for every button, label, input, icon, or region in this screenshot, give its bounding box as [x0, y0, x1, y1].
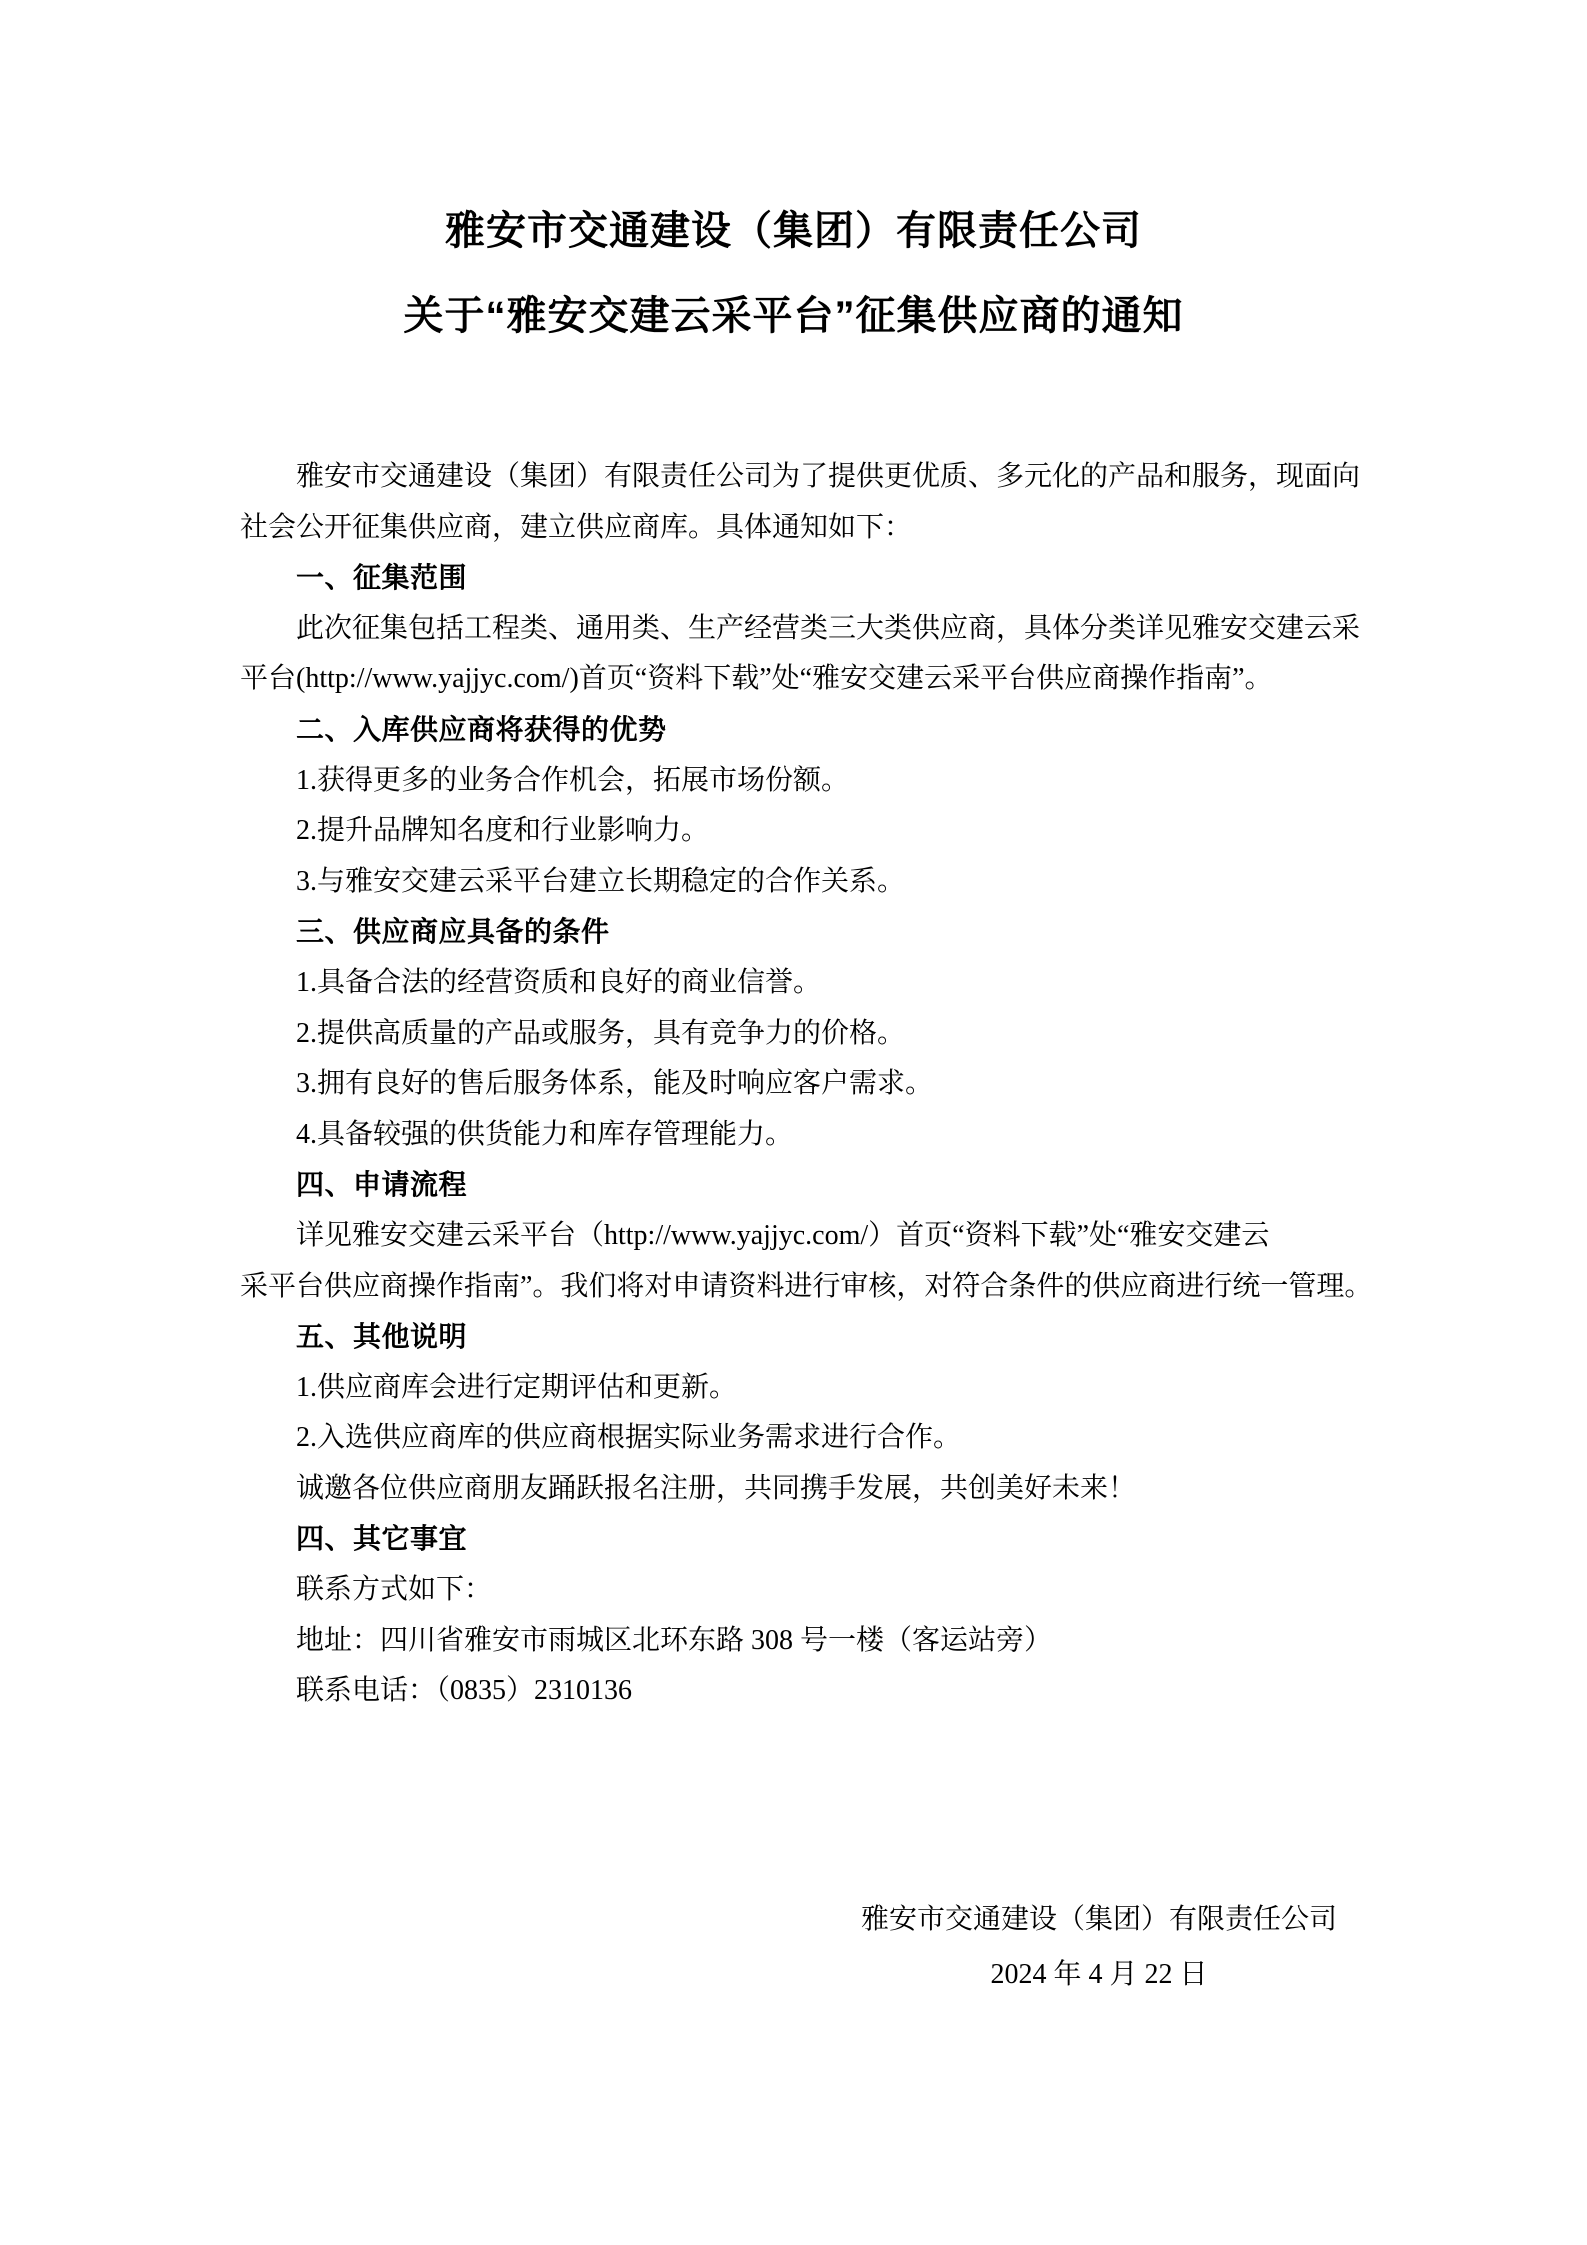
phone-line: 联系电话：（0835）2310136: [296, 1675, 633, 1707]
list-item: 2.提升品牌知名度和行业影响力。: [296, 815, 710, 847]
signature-date: 2024 年 4 月 22 日: [990, 1959, 1208, 1990]
list-item: 3.拥有良好的售后服务体系，能及时响应客户需求。: [296, 1068, 934, 1100]
body-line: 雅安市交通建设（集团）有限责任公司为了提供更优质、多元化的产品和服务，现面向: [296, 461, 1361, 492]
section-heading-6: 四、其它事宜: [296, 1523, 468, 1555]
list-item: 2.入选供应商库的供应商根据实际业务需求进行合作。: [296, 1422, 962, 1454]
document-body: [240, 452, 1373, 1717]
list-item: 1.获得更多的业务合作机会，拓展市场份额。: [296, 764, 850, 796]
document-title-subject: 关于“雅安交建云采平台”征集供应商的通知: [403, 294, 1184, 338]
body-line: 诚邀各位供应商朋友踊跃报名注册，共同携手发展，共创美好未来！: [296, 1472, 1137, 1504]
body-line: 社会公开征集供应商，建立供应商库。具体通知如下：: [240, 511, 913, 543]
address-line: 地址：四川省雅安市雨城区北环东路 308 号一楼（客运站旁）: [296, 1624, 1053, 1656]
list-item: 4.具备较强的供货能力和库存管理能力。: [296, 1118, 794, 1150]
contact-intro-line: 联系方式如下：: [296, 1574, 493, 1606]
body-line: 采平台供应商操作指南”。我们将对申请资料进行审核，对符合条件的供应商进行统一管理。: [240, 1270, 1373, 1302]
body-line: 平台(http://www.yajjyc.com/)首页“资料下载”处“雅安交建云采平台供应商操作指南”。: [240, 663, 1273, 695]
section-heading-2: 二、入库供应商将获得的优势: [296, 713, 667, 745]
section-heading-4: 四、申请流程: [296, 1169, 468, 1201]
section-heading-1: 一、征集范围: [296, 562, 468, 594]
list-item: 3.与雅安交建云采平台建立长期稳定的合作关系。: [296, 865, 906, 897]
body-line: 此次征集包括工程类、通用类、生产经营类三大类供应商，具体分类详见雅安交建云采: [296, 612, 1361, 644]
document-title-company: 雅安市交通建设（集团）有限责任公司: [445, 209, 1142, 253]
signature-company: 雅安市交通建设（集团）有限责任公司: [860, 1904, 1337, 1935]
section-heading-5: 五、其他说明: [296, 1321, 468, 1353]
list-item: 2.提供高质量的产品或服务，具有竞争力的价格。: [296, 1017, 906, 1049]
list-item: 1.供应商库会进行定期评估和更新。: [296, 1371, 738, 1403]
list-item: 1.具备合法的经营资质和良好的商业信誉。: [296, 966, 822, 998]
signature-block: [861, 1903, 1337, 1988]
section-heading-3: 三、供应商应具备的条件: [296, 916, 610, 948]
body-line: 详见雅安交建云采平台（http://www.yajjyc.com/）首页“资料下载”处“雅安交建云: [296, 1219, 1270, 1251]
